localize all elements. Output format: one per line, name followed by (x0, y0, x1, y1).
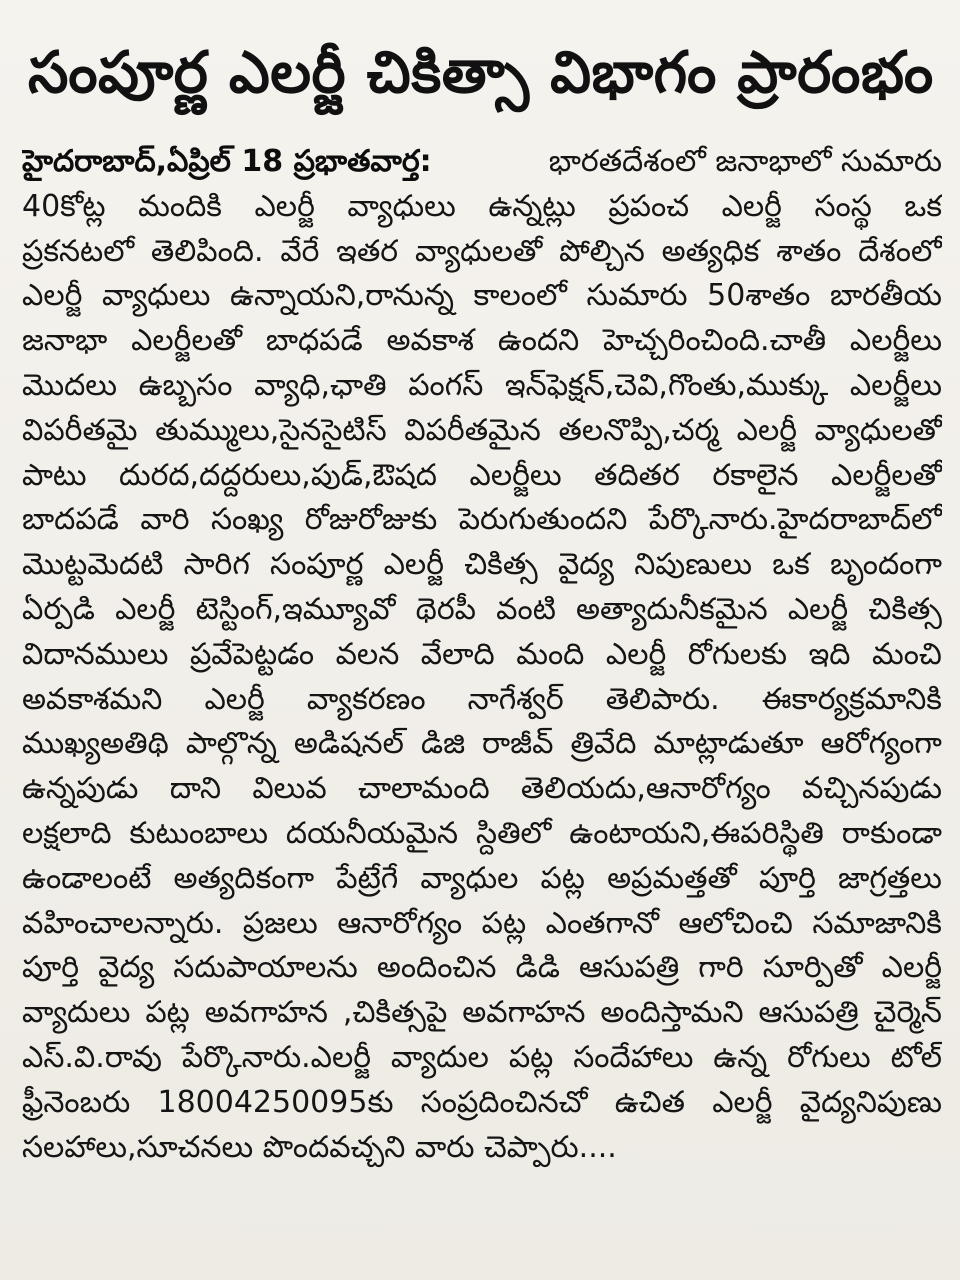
article-line: జనాభా ఎలర్జీలతో బాధపడే అవకాశ ఉందని హెచ్చరించింది.చాతీ ఎలర్జీలు (22, 323, 942, 359)
article-line: ప్రకనటలో తెలిపింది. వేరే ఇతర వ్యాధులతో పోల్చిన అత్యధిక శాతం దేశంలో (22, 233, 942, 269)
article-line: బాదపడే వారి సంఖ్య రోజురోజుకు పెరుగుతుందని పేర్కొనారు.హైదరాబాద్‌లో (22, 502, 942, 538)
article-line-1 (22, 140, 942, 185)
article-line-text: భారతదేశంలో జనాభాలో సుమారు (548, 144, 942, 179)
article-line: ఎస్.వి.రావు పేర్కొనారు.ఎలర్జీ వ్యాదుల పట్ల సందేహాలు ఉన్న రోగులు టోల్ (22, 1039, 942, 1075)
article-line: అవకాశమని ఎలర్జీ వ్యాకరణం నాగేశ్వర్ తెలిపారు. ఈకార్యక్రమానికి (22, 681, 942, 717)
headline: సంపూర్ణ ఎలర్జీ చికిత్సా విభాగం ప్రారంభం (28, 39, 934, 106)
article-line: వహించాలన్నారు. ప్రజలు ఆనారోగ్యం పట్ల ఎంతగానో ఆలోచించి సమాజానికి (22, 905, 942, 941)
article-line: పాటు దురద,దద్దరులు,పుడ్,ఔషద ఎలర్జీలు తదితర రకాలైన ఎలర్జీలతో (22, 457, 942, 493)
article-line: ముఖ్యఅతిథి పాల్గొన్న అడిషనల్ డిజి రాజీవ్ త్రివేది మాట్లాడుతూ ఆరోగ్యంగా (22, 726, 942, 762)
article-body (22, 140, 942, 1170)
article-line: 40కోట్ల మందికి ఎలర్జీ వ్యాధులు ఉన్నట్లు ప్రపంచ ఎలర్జీ సంస్థ ఒక (22, 188, 942, 224)
article-line: మొదలు ఉబ్బసం వ్యాధి,ఛాతి పంగస్ ఇన్‌ఫెక్షన్,చెవి,గొంతు,ముక్కు ఎలర్జీలు (22, 367, 942, 403)
article-line: ఉన్నపుడు దాని విలువ చాలామంది తెలియదు,ఆనారోగ్యం వచ్చినపుడు (22, 771, 942, 807)
article-line: ఉండాలంటే అత్యదికంగా పేట్రేగే వ్యాధుల పట్ల అప్రమత్తతో పూర్తి జాగ్రత్తలు (22, 860, 942, 896)
article-line: లక్షలాది కుటుంబాలు దయనీయమైన స్దితిలో ఉంటాయని,ఈపరిస్థితి రాకుండా (22, 815, 942, 851)
article-line: పూర్తి వైద్య సదుపాయాలను అందించిన డిడి ఆసుపత్రి గారి సూర్పితో ఎలర్జీ (22, 950, 942, 986)
article-line: విపరీతమై తుమ్ములు,సైనసైటిస్ విపరీతమైన తలనొప్పి,చర్మ ఎలర్జీ వ్యాధులతో (22, 412, 942, 448)
article-line-final: సలహాలు,సూచనలు పొందవచ్చని వారు చెప్పారు.... (22, 1129, 617, 1165)
dateline: హైదరాబాద్,ఏప్రిల్ 18 ప్రభాతవార్త: (22, 144, 432, 179)
article-line: విదానములు ప్రవేపెట్టడం వలన వేలాది మంది ఎలర్జీ రోగులకు ఇది మంచి (22, 636, 942, 672)
article-line: ఫ్రీనెంబరు 18004250095కు సంప్రదించినచో ఉచిత ఎలర్జీ వైద్యనిపుణు (22, 1084, 942, 1120)
article-line: మొట్టమెదటి సారిగ సంపూర్ణ ఎలర్జీ చికిత్స వైద్య నిపుణులు ఒక బృందంగా (22, 547, 942, 583)
article-line: వ్యాదులు పట్ల అవగాహన ,చికిత్సపై అవగాహన అందిస్తామని ఆసుపత్రి చైర్మెన్ (22, 995, 942, 1031)
article-line: ఏర్పడి ఎలర్జీ టెస్టింగ్,ఇమ్యూవో థెరపీ వంటి అత్యాదునీకమైన ఎలర్జీ చికిత్స (22, 591, 942, 627)
article-line: ఎలర్జీ వ్యాధులు ఉన్నాయని,రానున్న కాలంలో సుమారు 50శాతం బారతీయ (22, 278, 942, 314)
